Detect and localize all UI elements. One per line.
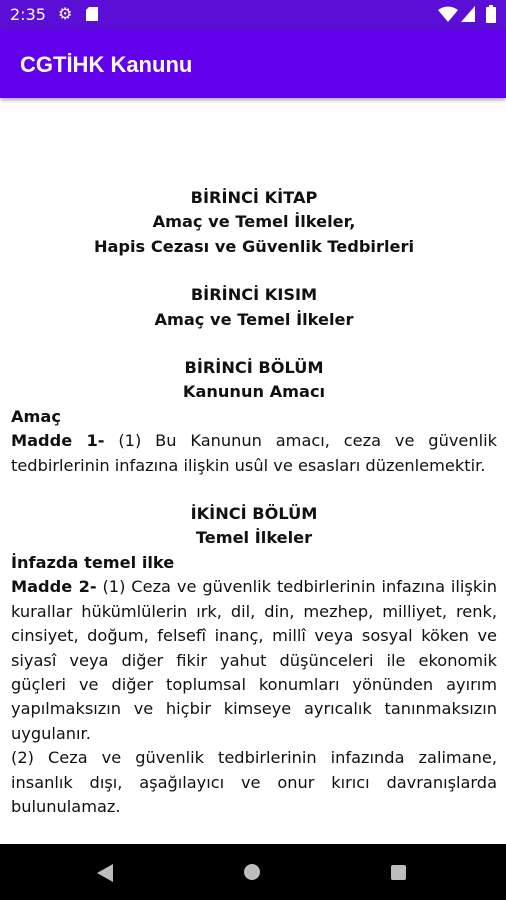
article1-text: (1) Bu Kanunun amacı, ceza ve güvenlik tedbirlerinin infazına ilişkin usûl ve esasları düzenlemektir. [11,431,497,475]
article1-label: Madde 1- [11,431,105,451]
home-icon[interactable] [244,864,260,880]
article1-paragraph [11,429,497,478]
part-subtitle: Amaç ve Temel İlkeler [154,309,354,329]
sd-card-icon [86,7,98,21]
chapter1-heading: BİRİNCİ BÖLÜM [184,358,324,378]
book-subtitle-2: Hapis Cezası ve Güvenlik Tedbirleri [93,236,415,256]
article2-paragraph-2: (2) Ceza ve güvenlik tedbirlerinin infazında zalimane, insanlık dışı, aşağılayıcı ve onur kırıcı davranışlarda bulunulamaz. [11,748,497,816]
status-time: 2:35 [10,5,46,24]
recents-icon[interactable] [391,865,406,880]
battery-icon [486,5,496,23]
article2-paragraph [11,575,497,746]
status-bar [0,0,506,30]
chapter2-heading: İKİNCİ BÖLÜM [190,504,318,524]
chapter1-subtitle: Kanunun Amacı [182,382,326,402]
book-subtitle-1: Amaç ve Temel İlkeler, [152,212,356,232]
wifi-icon [438,6,458,22]
book-heading: BİRİNCİ KİTAP [190,188,318,207]
document-content[interactable] [11,98,497,844]
gear-icon: ⚙ [58,4,73,23]
article2-title: İnfazda temel ilke [11,552,175,572]
navigation-bar [0,844,506,900]
article2-label: Madde 2- [11,577,97,597]
article2-text: (1) Ceza ve güvenlik tedbirlerinin infazına ilişkin kurallar hükümlülerin ırk, dil, din, mezhep, milliyet, renk, cinsiyet, doğum, felsefî inanç, millî veya sosyal köken ve siyasî veya diğer fikir yahut düşünceleri ile ekonomik güçleri ve diğer toplumsal konumları yönünden ayırım yapılmaksızın ve hiçbir kimseye ayrıcalık tanınmaksızın uygulanır. [11,577,497,743]
chapter2-subtitle: Temel İlkeler [195,528,313,548]
back-icon[interactable] [97,864,113,882]
part-heading: BİRİNCİ KISIM [190,285,318,305]
article1-title: Amaç [11,406,61,426]
app-title: CGTİHK Kanunu [20,52,193,77]
signal-icon [461,6,475,22]
app-bar [0,30,506,98]
